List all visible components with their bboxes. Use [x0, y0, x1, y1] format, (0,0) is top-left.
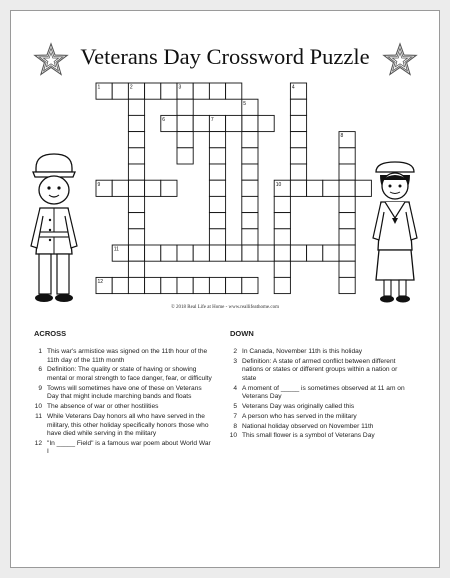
- grid-cell: [242, 213, 258, 229]
- soldier-boy-illustration: [28, 150, 80, 310]
- grid-cell: [290, 245, 306, 261]
- grid-cell: [339, 277, 355, 293]
- grid-cell: [339, 180, 355, 196]
- grid-cell: [290, 148, 306, 164]
- grid-cell: [274, 229, 290, 245]
- grid-cell: [307, 245, 323, 261]
- grid-cell: [209, 245, 225, 261]
- grid-cell: [242, 132, 258, 148]
- clue-across-6: 6 Definition: The quality or state of having or showing mental or moral strength to face danger, fear, or difficulty: [38, 366, 212, 382]
- grid-cell: [226, 245, 242, 261]
- grid-cell: [274, 213, 290, 229]
- grid-cell: [177, 132, 193, 148]
- grid-cell: [226, 277, 242, 293]
- grid-cell: [145, 277, 161, 293]
- grid-cell: [242, 245, 258, 261]
- grid-cell: [161, 245, 177, 261]
- grid-cell: [323, 180, 339, 196]
- grid-cell: [112, 83, 128, 99]
- grid-cell: [242, 148, 258, 164]
- grid-cell: [128, 148, 144, 164]
- grid-cell: [177, 245, 193, 261]
- grid-cell: [290, 132, 306, 148]
- grid-cell: [339, 229, 355, 245]
- grid-cell: [177, 99, 193, 115]
- grid-cell: [209, 180, 225, 196]
- grid-cell: [290, 164, 306, 180]
- grid-number: 12: [97, 279, 104, 285]
- grid-number: 7: [210, 117, 214, 123]
- grid-cell: [209, 277, 225, 293]
- grid-cell: [161, 83, 177, 99]
- grid-cell: [290, 180, 306, 196]
- down-clues: [225, 348, 407, 442]
- sailor-girl-illustration: [370, 158, 420, 308]
- grid-cell: [242, 229, 258, 245]
- grid-cell: [290, 99, 306, 115]
- grid-cell: [128, 115, 144, 131]
- grid-number: 3: [178, 84, 182, 91]
- grid-cell: [242, 115, 258, 131]
- grid-cell: [274, 261, 290, 277]
- grid-cell: [209, 132, 225, 148]
- grid-cell: [307, 180, 323, 196]
- grid-number: 8: [340, 133, 344, 140]
- grid-number: 9: [97, 181, 101, 188]
- grid-cell: [209, 229, 225, 245]
- clue-down-7: 7 A person who has served in the military: [233, 412, 357, 420]
- grid-cell: [242, 164, 258, 180]
- clue-down-4: 4 A moment of _____ is sometimes observed at 11 am on Veterans Day: [233, 384, 405, 401]
- clue-down-8: 8 National holiday observed on November 11th: [233, 422, 374, 430]
- grid-cell: [128, 213, 144, 229]
- grid-cell: [193, 83, 209, 99]
- grid-cell: [323, 245, 339, 261]
- grid-cell: [339, 148, 355, 164]
- grid-cell: [177, 277, 193, 293]
- grid-cell: [145, 245, 161, 261]
- grid-cell: [339, 213, 355, 229]
- grid-cell: [193, 245, 209, 261]
- grid-number: 4: [291, 84, 295, 91]
- grid-cell: [145, 83, 161, 99]
- grid-cell: [242, 196, 258, 212]
- grid-cell: [242, 277, 258, 293]
- grid-cell: [209, 196, 225, 212]
- grid-cell: [177, 148, 193, 164]
- grid-cell: [355, 180, 371, 196]
- grid-cell: [274, 196, 290, 212]
- grid-number: 2: [129, 84, 133, 91]
- clue-down-5: 5 Veterans Day was originally called this: [233, 403, 355, 411]
- grid-cell: [193, 115, 209, 131]
- page-title: Veterans Day Crossword Puzzle: [80, 44, 370, 69]
- clue-across-1: 1 This war's armistice was signed on the 11th hour of the 11th day of the 11th month: [38, 348, 208, 364]
- grid-cell: [258, 245, 274, 261]
- grid-cell: [193, 277, 209, 293]
- grid-cell: [339, 196, 355, 212]
- grid-cell: [128, 245, 144, 261]
- grid-cell: [226, 83, 242, 99]
- grid-cell: [339, 164, 355, 180]
- clue-down-10: 10 This small flower is a symbol of Veterans Day: [229, 432, 375, 440]
- grid-cell: [274, 245, 290, 261]
- clue-across-11: 11 While Veterans Day honors all who have served in the military, this other holiday specifically honors those who have died while serving in the military: [35, 412, 209, 438]
- clue-down-2: 2 In Canada, November 11th is this holiday: [233, 348, 363, 355]
- grid-cell: [112, 180, 128, 196]
- grid-cell: [209, 213, 225, 229]
- grid-cell: [128, 132, 144, 148]
- grid-cell: [339, 261, 355, 277]
- grid-cell: [128, 180, 144, 196]
- down-heading: DOWN: [230, 329, 254, 338]
- grid-cell: [128, 261, 144, 277]
- grid-number: 1: [97, 84, 101, 91]
- grid-cell: [128, 229, 144, 245]
- clue-across-9: 9 Towns will sometimes have one of these on Veterans Day that might include marching bands and floats: [38, 384, 202, 401]
- clue-across-12: 12 "In _____ Field" is a famous war poem about World War I: [34, 439, 211, 456]
- grid-cell: [290, 115, 306, 131]
- grid-cell: [128, 277, 144, 293]
- grid-cell: [242, 180, 258, 196]
- clue-down-3: 3 Definition: A state of armed conflict between different nations or states or different groups within a nation or state: [233, 357, 398, 382]
- grid-cell: [209, 164, 225, 180]
- grid-cell: [209, 83, 225, 99]
- grid-cell: [128, 164, 144, 180]
- grid-cell: [226, 115, 242, 131]
- clue-across-10: 10 The absence of war or other hostilities: [34, 403, 159, 411]
- grid-cell: [209, 148, 225, 164]
- grid-cell: [161, 277, 177, 293]
- grid-cell: [274, 277, 290, 293]
- grid-cell: [128, 99, 144, 115]
- grid-cell: [161, 180, 177, 196]
- grid-number: 5: [243, 100, 247, 107]
- across-clues: [30, 348, 212, 458]
- across-heading: ACROSS: [34, 329, 67, 338]
- grid-cell: [339, 245, 355, 261]
- copyright-notice: © 2018 Real Life at Home - www.reallifeathome.com: [170, 305, 280, 310]
- grid-number: 11: [113, 246, 119, 253]
- grid-cell: [145, 180, 161, 196]
- grid-cell: [177, 115, 193, 131]
- grid-cell: [128, 196, 144, 212]
- grid-cell: [112, 277, 128, 293]
- grid-number: 6: [162, 117, 166, 123]
- grid-cell: [258, 115, 274, 131]
- grid-number: 10: [275, 181, 282, 188]
